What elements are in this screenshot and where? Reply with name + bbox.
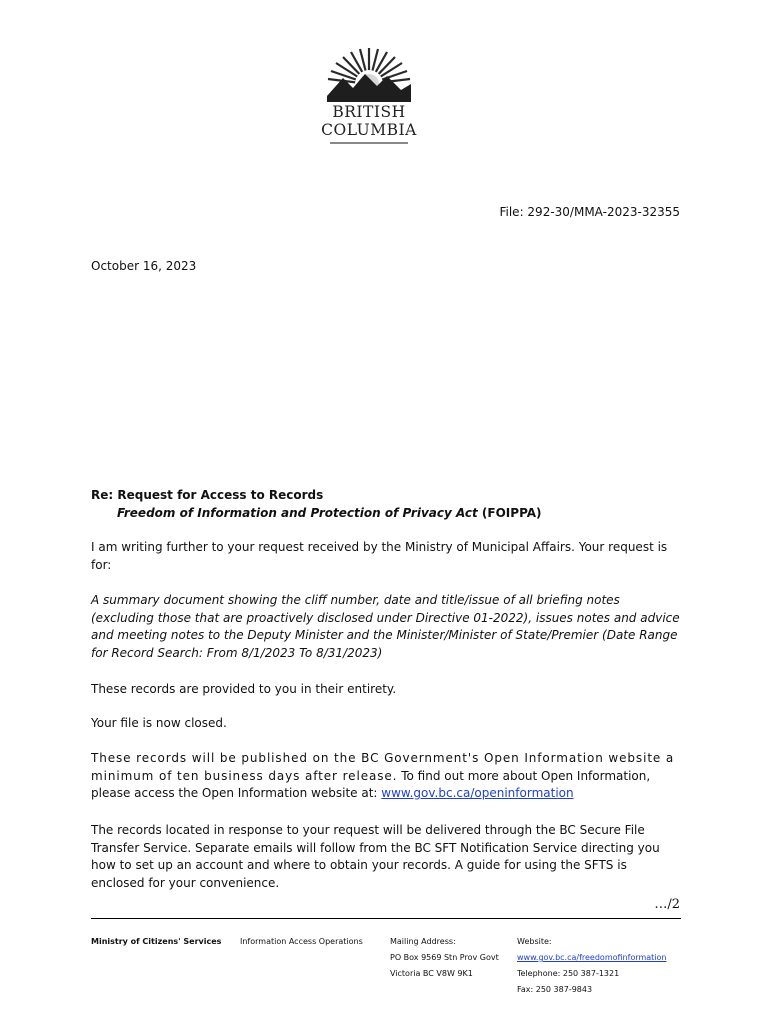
logo-wordmark-line1: BRITISH [332,103,406,121]
letter-date: October 16, 2023 [91,259,197,273]
open-info-notice: These records will be published on the BC Government's Open Information website a minimum of ten business days after release. [91,751,675,783]
act-abbreviation: (FOIPPA) [477,505,542,520]
logo-wordmark-line2: COLUMBIA [321,121,417,139]
ministry-name: Ministry of Citizens' Services [91,937,222,946]
paragraph-entirety: These records are provided to you in their entirety. [91,682,397,696]
footer-divider [91,918,681,919]
footer-branch [240,934,363,950]
website-link[interactable]: www.gov.bc.ca/freedomofinformation [517,953,667,962]
paragraph-closed: Your file is now closed. [91,716,227,730]
fax: Fax: 250 387-9843 [517,985,593,994]
paragraph-sft-delivery: The records located in response to your request will be delivered through the BC Secure File Transfer Service. Separate emails will follow from the BC SFT Notification Service directing you how to set up an account and where to obtain your records. A guide for using the SFTS is enclosed for your convenience. [91,823,660,890]
website-label: Website: [517,937,552,946]
paragraph-intro: I am writing further to your request received by the Ministry of Municipal Affairs. Your request is for: [91,540,668,572]
paragraph-open-information [91,750,681,803]
subject-block [91,487,681,522]
act-line [91,505,681,523]
footer-contact [517,934,667,998]
telephone: Telephone: 250 387-1321 [517,969,620,978]
logo-divider [330,142,408,144]
open-info-instructions: To find out more about Open Information, please access the Open Information website at: [91,768,651,800]
page-continuation-marker: …/2 [654,897,680,912]
subject-line: Re: Request for Access to Records [91,488,324,502]
act-name: Freedom of Information and Protection of Privacy Act [117,505,478,520]
branch-name: Information Access Operations [240,937,363,946]
mountains-icon [327,74,411,102]
footer-ministry [91,934,221,950]
open-information-link[interactable]: www.gov.bc.ca/openinformation [381,786,574,800]
footer-mailing [390,934,499,982]
mailing-line2: Victoria BC V8W 9K1 [390,969,473,978]
mailing-label: Mailing Address: [390,937,456,946]
mailing-line1: PO Box 9569 Stn Prov Govt [390,953,499,962]
request-text: A summary document showing the cliff number, date and title/issue of all briefing notes (excluding those that are proactively disclosed under Directive 01-2022), issues notes and advice and meeting notes to the Deputy Minister and the Minister/Minister of State/Premier (Date Range for Record Search: From 8/1/2023 To 8/31/2023) [91,593,680,660]
file-reference: File: 292-30/MMA-2023-32355 [499,205,680,219]
